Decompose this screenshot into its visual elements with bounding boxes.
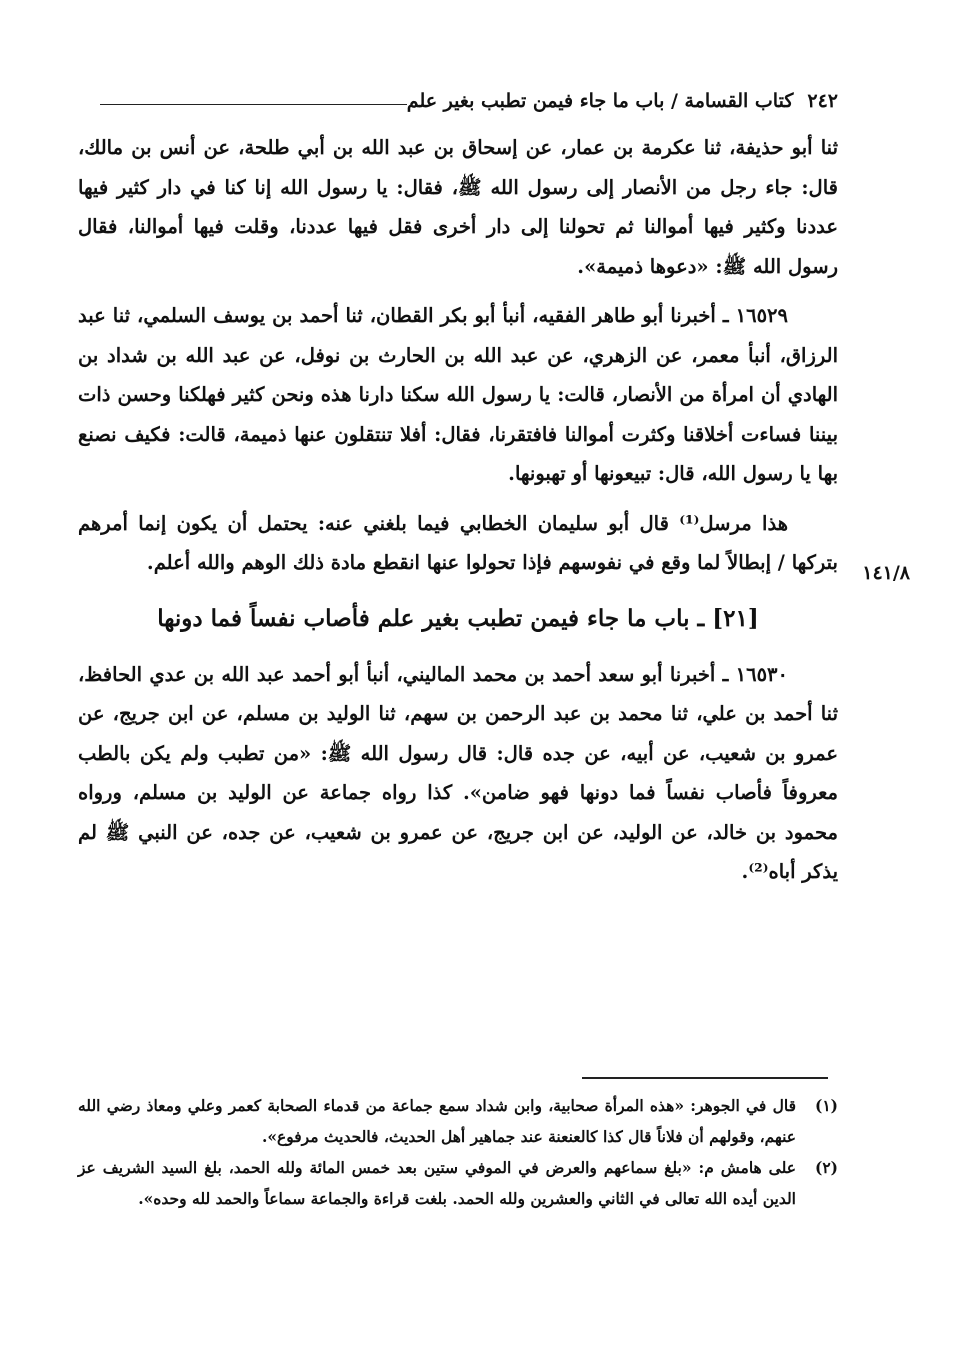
footnote-separator bbox=[582, 1077, 828, 1079]
footnotes bbox=[78, 1090, 838, 1214]
main-text bbox=[78, 128, 838, 892]
hadith-16529: ١٦٥٢٩ ـ أخبرنا أبو طاهر الفقيه، أنبأ أبو بكر القطان، ثنا أحمد بن يوسف السلمي، ثنا عبد الرزاق، أنبأ معمر، عن الزهري، عن عبد الله بن الحارث بن نوفل، عن عبد الله بن شداد بن الهادي أن امرأة من الأنصار، قالت: يا رسول الله سكنا دارنا هذه ونحن كثير فهلكنا وحسن ذات بيننا فساءت أخلاقنا وكثرت أموالنا فافتقرنا، فقال: أفلا تنتقلون عنها ذميمة، قالت: فكيف نصنع بها يا رسول الله، قال: تبيعونها أو تهبونها. bbox=[78, 304, 838, 485]
footnote-number: (١) bbox=[814, 1096, 838, 1115]
footnote-1 bbox=[78, 1090, 838, 1152]
header-rule bbox=[100, 104, 407, 105]
running-header bbox=[86, 84, 838, 118]
footnote-2 bbox=[78, 1152, 838, 1214]
margin-reference: ١٤١/٨ bbox=[862, 562, 910, 584]
footnote-text: على هامش م: «بلغ سماعهم والعرض في الموفي ستين بعد خمس المائة ولله الحمد، بلغ السيد الشريف عز الدين أيده الله تعالى في الثاني والعشرين ولله الحمد. بلغت قراءة والجماعة سماعاً والحمد لله وحده». bbox=[78, 1158, 796, 1208]
section-heading: [٢١] ـ باب ما جاء فيمن تطبب بغير علم فأصاب نفساً فما دونها bbox=[157, 604, 759, 632]
hadith-16530: ١٦٥٣٠ ـ أخبرنا أبو سعد أحمد بن محمد الماليني، أنبأ أبو أحمد عبد الله بن عدي الحافظ، ثنا أحمد بن علي، ثنا محمد بن عبد الرحمن بن سهم، ثنا الوليد بن مسلم، عن ابن جريج، عن عمرو بن شعيب، عن أبيه، عن جده قال: قال رسول الله ﷺ: «من تطبب ولم يكن بالطب معروفاً فأصاب نفساً فما دونها فهو ضامن». كذا رواه جماعة عن الوليد بن مسلم، ورواه محمود بن خالد، عن الوليد، عن ابن جريج، عن عمرو بن شعيب، عن جده، عن النبي ﷺ لم يذكر أباه⁽²⁾. bbox=[78, 662, 838, 883]
commentary-paragraph: هذا مرسل⁽¹⁾ قال أبو سليمان الخطابي فيما بلغني عنه: يحتمل أن يكون إنما أمرهم بتركها / إبطالاً لما وقع في نفوسهم فإذا تحولوا عنها انقطع مادة ذلك الوهم والله أعلم. bbox=[78, 511, 838, 574]
page-number: ٢٤٢ bbox=[807, 90, 838, 112]
footnote-text: قال في الجوهر: «هذه المرأة صحابية، وابن شداد سمع جماعة من قدماء الصحابة كعمر وعلي ومعاذ رضي الله عنهم، وقولهم أن فلاناً قال كذا كالعنعنة عند جماهير أهل الحديث، فالحديث مرفوع». bbox=[78, 1096, 796, 1146]
footnote-number: (٢) bbox=[814, 1158, 838, 1177]
paragraph-continuation: ثنا أبو حذيفة، ثنا عكرمة بن عمار، عن إسحاق بن عبد الله بن أبي طلحة، عن أنس بن مالك، قال: جاء رجل من الأنصار إلى رسول الله ﷺ، فقال: يا رسول الله إنا كنا في دار كثير فيها عددنا وكثير فيها أموالنا ثم تحولنا إلى دار أخرى فقل فيها عددنا، وقلت فيها أموالنا، فقال رسول الله ﷺ: «دعوها ذميمة». bbox=[78, 136, 838, 278]
running-title: كتاب القسامة / باب ما جاء فيمن تطبب بغير علم bbox=[406, 90, 794, 112]
